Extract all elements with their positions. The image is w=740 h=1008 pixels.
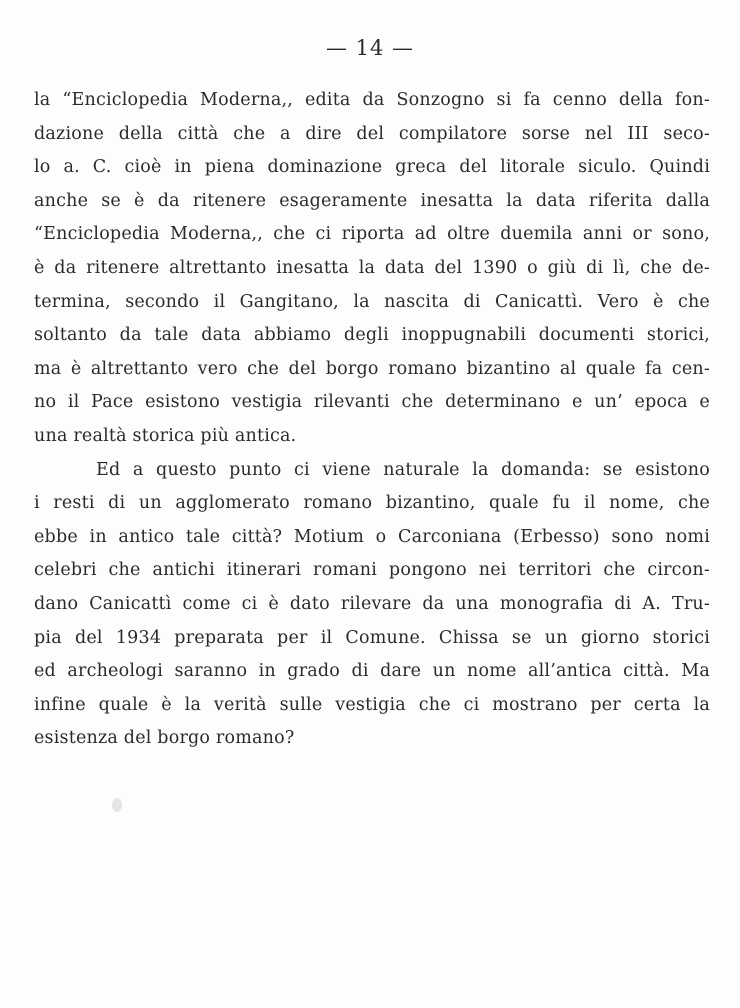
text-line: no il Pace esistono vestigia rilevanti che determinano e un’ epoca e [34,392,710,413]
text-line: la “Enciclopedia Moderna,, edita da Sonzogno si fa cenno della fon- [34,90,710,110]
text-line: i resti di un agglomerato romano bizantino, quale fu il nome, che [34,493,710,514]
body-text [34,84,710,756]
text-line: Ed a questo punto ci viene naturale la domanda: se esistono [96,459,710,480]
text-line: ed archeologi saranno in grado di dare un nome all’antica città. Ma [34,661,710,682]
page-number: — 14 — [325,36,415,60]
text-line: infine quale è la verità sulle vestigia che ci mostrano per certa la [34,694,710,715]
text-line: “Enciclopedia Moderna,, che ci riporta ad oltre duemila anni or sono, [34,224,710,245]
paper-speck [112,798,122,812]
text-line: una realtà storica più antica. [34,425,297,446]
text-line: celebri che antichi itinerari romani pongono nei territori che circon- [34,560,710,581]
text-line: termina, secondo il Gangitano, la nascita di Canicattì. Vero è che [34,291,710,312]
text-line: è da ritenere altrettanto inesatta la data del 1390 o giù di lì, che de- [34,257,710,278]
text-line: pia del 1934 preparata per il Comune. Chissa se un giorno storici [34,627,710,648]
text-line: dano Canicattì come ci è dato rilevare da una monografia di A. Tru- [34,593,710,614]
text-line: anche se è da ritenere esageramente inesatta la data riferita dalla [34,190,710,211]
text-line: soltanto da tale data abbiamo degli inoppugnabili documenti storici, [34,325,710,346]
text-line: esistenza del borgo romano? [34,728,295,749]
text-line: ma è altrettanto vero che del borgo romano bizantino al quale fa cen- [34,358,710,379]
paragraph [34,454,710,756]
text-line: ebbe in antico tale città? Motium o Carconiana (Erbesso) sono nomi [34,526,710,547]
text-line: lo a. C. cioè in piena dominazione greca del litorale siculo. Quindi [34,157,710,178]
text-line: dazione della città che a dire del compilatore sorse nel III seco- [34,123,710,144]
paragraph [34,84,710,454]
